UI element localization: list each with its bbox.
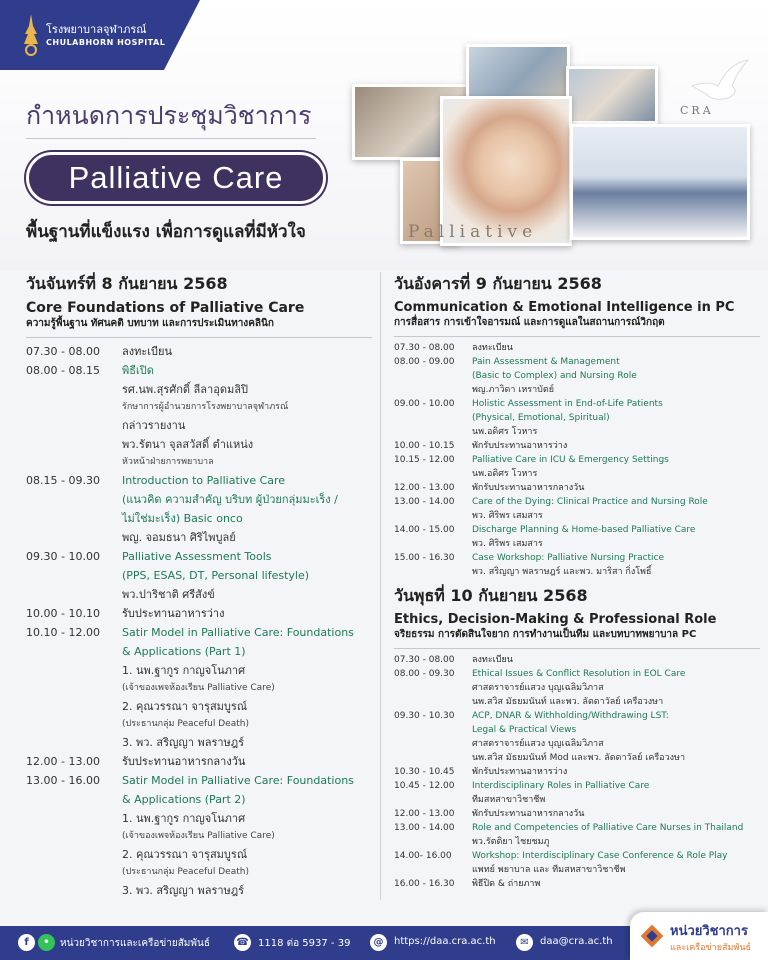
schedule-time: 15.00 - 16.30 xyxy=(394,553,455,563)
schedule-line: พักรับประทานอาหารว่าง xyxy=(472,441,568,451)
schedule-content xyxy=(122,604,224,623)
schedule-line: พญ. จอมธนา ศิริไพบูลย์ xyxy=(122,531,236,544)
schedule-line: ลงทะเบียน xyxy=(122,345,172,358)
schedule-content xyxy=(472,709,685,765)
schedule-time: 13.00 - 14.00 xyxy=(394,497,455,507)
schedule-line: พักรับประทานอาหารกลางวัน xyxy=(472,809,585,819)
schedule-time: 10.10 - 12.00 xyxy=(26,626,100,639)
column-divider xyxy=(380,272,381,900)
schedule-row xyxy=(394,779,760,807)
department-logo-icon xyxy=(640,924,664,948)
schedule-row xyxy=(394,709,760,765)
page-title: กำหนดการประชุมวิชาการ xyxy=(26,101,312,130)
logo-text-english: CHULABHORN HOSPITAL xyxy=(46,38,166,47)
schedule-row xyxy=(394,849,760,877)
page-subtitle: พื้นฐานที่แข็งแรง เพื่อการดูแลที่มีหัวใจ xyxy=(26,222,306,242)
schedule-row xyxy=(26,771,372,900)
line-chat-icon[interactable]: • xyxy=(38,934,55,951)
day2-column xyxy=(394,272,760,579)
schedule-line: (Basic to Complex) and Nursing Role xyxy=(472,371,637,381)
schedule-line: รักษาการผู้อำนวยการโรงพยาบาลจุฬาภรณ์ xyxy=(122,402,289,412)
schedule-line: ศาสตราจารย์แสวง บุญเฉลิมวิภาส xyxy=(472,683,604,693)
day2-heading: วันอังคารที่ 9 กันยายน 2568 xyxy=(394,274,602,293)
badge-subtitle: และเครือข่ายสัมพันธ์ xyxy=(670,943,751,953)
facebook-icon[interactable]: f xyxy=(18,934,35,951)
schedule-line: ACP, DNAR & Withholding/Withdrawing LST: xyxy=(472,711,669,721)
schedule-time: 10.00 - 10.15 xyxy=(394,441,455,451)
day3-heading: วันพุธที่ 10 กันยายน 2568 xyxy=(394,586,588,605)
schedule-content xyxy=(472,877,540,891)
schedule-time: 14.00 - 15.00 xyxy=(394,525,455,535)
email-icon: ✉ xyxy=(516,934,533,951)
schedule-line: ไม่ใช่มะเร็ง) Basic onco xyxy=(122,512,243,525)
schedule-line: แพทย์ พยาบาล และ ทีมสหสาขาวิชาชีพ xyxy=(472,865,626,875)
schedule-line: Palliative Assessment Tools xyxy=(122,550,272,563)
day1-heading: วันจันทร์ที่ 8 กันยายน 2568 xyxy=(26,274,228,293)
schedule-line: หัวหน้าฝ่ายการพยาบาล xyxy=(122,457,214,467)
schedule-time: 14.00- 16.00 xyxy=(394,851,452,861)
day3-separator xyxy=(394,648,760,649)
schedule-line: (Physical, Emotional, Spiritual) xyxy=(472,413,610,423)
schedule-line: 2. คุณวรรณา จารุสมบูรณ์ xyxy=(122,848,248,861)
schedule-line: Discharge Planning & Home-based Palliative Care xyxy=(472,525,696,535)
day2-theme: Communication & Emotional Intelligence in PC xyxy=(394,300,735,315)
schedule-content xyxy=(122,771,354,900)
day2-theme-thai: การสื่อสาร การเข้าใจอารมณ์ และการดูแลในสถานการณ์วิกฤต xyxy=(394,317,665,328)
schedule-row xyxy=(394,551,760,579)
schedule-time: 13.00 - 14.00 xyxy=(394,823,455,833)
schedule-row xyxy=(394,877,760,891)
schedule-row xyxy=(394,481,760,495)
schedule-content xyxy=(122,752,245,771)
schedule-content xyxy=(472,551,664,579)
day1-theme-thai: ความรู้พื้นฐาน ทัศนคติ บทบาท และการประเมินทางคลินิก xyxy=(26,318,274,329)
schedule-line: พว.รัตนา จุลสวัสดิ์ ตำแหน่ง xyxy=(122,438,254,451)
photo-group-event xyxy=(570,124,750,240)
dove-icon xyxy=(688,56,752,108)
schedule-line: รับประทานอาหารกลางวัน xyxy=(122,755,246,768)
schedule-content xyxy=(472,849,728,877)
schedule-time: 07.30 - 08.00 xyxy=(394,655,455,665)
schedule-line: & Applications (Part 2) xyxy=(122,793,246,806)
schedule-content xyxy=(122,361,288,471)
schedule-content xyxy=(472,481,584,495)
schedule-line: Holistic Assessment in End-of-Life Patients xyxy=(472,399,663,409)
schedule-content xyxy=(472,779,649,807)
schedule-row xyxy=(394,807,760,821)
schedule-line: พญ.ภาวิดา เหราบัตย์ xyxy=(472,385,554,395)
schedule-time: 10.45 - 12.00 xyxy=(394,781,455,791)
schedule-time: 08.00 - 09.30 xyxy=(394,669,455,679)
schedule-time: 10.30 - 10.45 xyxy=(394,767,455,777)
schedule-line: (ประธานกลุ่ม Peaceful Death) xyxy=(122,867,249,877)
schedule-row xyxy=(394,765,760,779)
schedule-line: นพ.อดิศร โวหาร xyxy=(472,427,538,437)
logo-text-thai: โรงพยาบาลจุฬาภรณ์ xyxy=(46,23,147,36)
schedule-row xyxy=(26,342,372,361)
schedule-content xyxy=(472,495,708,523)
schedule-row xyxy=(394,341,760,355)
schedule-content xyxy=(122,623,354,752)
schedule-line: 2. คุณวรรณา จารุสมบูรณ์ xyxy=(122,700,248,713)
day3-schedule xyxy=(394,653,760,891)
schedule-time: 08.15 - 09.30 xyxy=(26,474,100,487)
day1-column xyxy=(26,272,372,900)
schedule-row xyxy=(394,397,760,439)
footer-org: หน่วยวิชาการและเครือข่ายสัมพันธ์ xyxy=(60,938,210,949)
footer-email[interactable]: daa@cra.ac.th xyxy=(540,936,613,947)
schedule-content xyxy=(122,342,172,361)
schedule-line: พว. ศิริพร เสมสาร xyxy=(472,539,543,549)
day1-separator xyxy=(26,337,372,338)
schedule-content xyxy=(472,397,663,439)
schedule-line: Satir Model in Palliative Care: Foundations xyxy=(122,626,354,639)
schedule-line: (ประธานกลุ่ม Peaceful Death) xyxy=(122,719,249,729)
schedule-line: & Applications (Part 1) xyxy=(122,645,246,658)
schedule-line: พว. ศิริพร เสมสาร xyxy=(472,511,543,521)
schedule-row xyxy=(394,523,760,551)
schedule-content xyxy=(472,765,567,779)
schedule-line: (PPS, ESAS, DT, Personal lifestyle) xyxy=(122,569,310,582)
schedule-line: รับประทานอาหารว่าง xyxy=(122,607,225,620)
schedule-time: 12.00 - 13.00 xyxy=(394,483,455,493)
schedule-row xyxy=(26,604,372,623)
schedule-row xyxy=(26,547,372,604)
schedule-line: Pain Assessment & Management xyxy=(472,357,620,367)
schedule-time: 08.00 - 08.15 xyxy=(26,364,100,377)
schedule-row xyxy=(26,361,372,471)
schedule-line: (เจ้าของเพจห้องเรียน Palliative Care) xyxy=(122,831,275,841)
schedule-content xyxy=(472,667,685,709)
schedule-line: Care of the Dying: Clinical Practice and Nursing Role xyxy=(472,497,708,507)
department-badge xyxy=(630,912,768,960)
schedule-line: Introduction to Palliative Care xyxy=(122,474,286,487)
schedule-line: ศาสตราจารย์แสวง บุญเฉลิมวิภาส xyxy=(472,739,604,749)
schedule-time: 09.30 - 10.00 xyxy=(26,550,100,563)
schedule-line: พว. สริญญา พลราษฎร์ และพว. มาริสา กิ่งโพธิ์ xyxy=(472,567,652,577)
schedule-time: 12.00 - 13.00 xyxy=(26,755,100,768)
schedule-line: (แนวคิด ความสำคัญ บริบท ผู้ป่วยกลุ่มมะเร็ง / xyxy=(122,493,338,506)
schedule-line: Interdisciplinary Roles in Palliative Care xyxy=(472,781,650,791)
schedule-row xyxy=(394,667,760,709)
schedule-line: นพ.สวิส มัธยมนันท์ Mod และพว. ลัดดาวัลย์ เครือวงษา xyxy=(472,753,686,763)
palliative-care-pill: Palliative Care xyxy=(26,152,326,204)
schedule-row xyxy=(394,653,760,667)
schedule-line: Role and Competencies of Palliative Care Nurses in Thailand xyxy=(472,823,744,833)
schedule-line: ทีมสหสาขาวิชาชีพ xyxy=(472,795,546,805)
schedule-row xyxy=(394,821,760,849)
schedule-content xyxy=(472,355,637,397)
schedule-line: (เจ้าของเพจห้องเรียน Palliative Care) xyxy=(122,683,275,693)
schedule-line: Case Workshop: Palliative Nursing Practice xyxy=(472,553,665,563)
schedule-content xyxy=(122,547,309,604)
schedule-line: Satir Model in Palliative Care: Foundations xyxy=(122,774,354,787)
badge-title: หน่วยวิชาการ xyxy=(670,924,748,939)
day3-column xyxy=(394,584,760,891)
schedule-line: 1. นพ.ฐากูร กาญจโนภาศ xyxy=(122,664,246,677)
schedule-time: 09.30 - 10.30 xyxy=(394,711,455,721)
schedule-time: 13.00 - 16.00 xyxy=(26,774,100,787)
schedule-line: พว.ปาริชาติ ศรีสังข์ xyxy=(122,588,215,601)
schedule-time: 08.00 - 09.00 xyxy=(394,357,455,367)
day2-schedule xyxy=(394,341,760,579)
day3-theme-thai: จริยธรรม การตัดสินใจยาก การทำงานเป็นทีม และบทบาทพยาบาล PC xyxy=(394,629,697,640)
schedule-line: พิธีเปิด xyxy=(122,364,154,377)
schedule-line: Workshop: Interdisciplinary Case Conference & Role Play xyxy=(472,851,728,861)
schedule-row xyxy=(394,495,760,523)
schedule-content xyxy=(472,807,584,821)
day2-separator xyxy=(394,336,760,337)
photo-overlay-word: Palliative xyxy=(408,222,538,242)
footer-phone: 1118 ต่อ 5937 - 39 xyxy=(258,938,351,949)
schedule-row xyxy=(394,355,760,397)
schedule-line: พว.รัตติยา ไชยชมภู xyxy=(472,837,550,847)
pagoda-logo-icon xyxy=(20,12,42,56)
schedule-content xyxy=(472,821,743,849)
day3-theme: Ethics, Decision-Making & Professional Role xyxy=(394,612,717,627)
schedule-row xyxy=(26,471,372,547)
schedule-time: 09.00 - 10.00 xyxy=(394,399,455,409)
schedule-line: กล่าวรายงาน xyxy=(122,419,186,432)
schedule-content xyxy=(472,341,513,355)
schedule-time: 07.30 - 08.00 xyxy=(394,343,455,353)
schedule-line: ลงทะเบียน xyxy=(472,343,513,353)
schedule-line: นพ.อดิศร โวหาร xyxy=(472,469,538,479)
schedule-time: 07.30 - 08.00 xyxy=(26,345,100,358)
title-underline xyxy=(26,138,316,139)
schedule-content xyxy=(472,523,695,551)
schedule-line: 3. พว. สริญญา พลราษฎร์ xyxy=(122,884,245,897)
phone-icon: ☎ xyxy=(234,934,251,951)
schedule-line: นพ.สวิส มัธยมนันท์ และพว. ลัดดาวัลย์ เครือวงษา xyxy=(472,697,664,707)
schedule-row xyxy=(26,752,372,771)
schedule-time: 16.00 - 16.30 xyxy=(394,879,455,889)
schedule-content xyxy=(472,439,567,453)
schedule-line: Palliative Care in ICU & Emergency Settings xyxy=(472,455,669,465)
schedule-row xyxy=(394,439,760,453)
photo-walking-support xyxy=(566,66,658,124)
schedule-content xyxy=(122,471,338,547)
schedule-content xyxy=(472,453,669,481)
schedule-time: 10.00 - 10.10 xyxy=(26,607,100,620)
schedule-line: พิธีปิด & ถ่ายภาพ xyxy=(472,879,541,889)
day1-schedule xyxy=(26,342,372,900)
schedule-line: รศ.นพ.สุรศักดิ์ ลีลาอุดมลิปิ xyxy=(122,383,248,396)
schedule-line: Ethical Issues & Conflict Resolution in EOL Care xyxy=(472,669,686,679)
footer-website[interactable]: https://daa.cra.ac.th xyxy=(394,936,496,947)
schedule-row xyxy=(26,623,372,752)
schedule-line: ลงทะเบียน xyxy=(472,655,513,665)
schedule-line: พักรับประทานอาหารกลางวัน xyxy=(472,483,585,493)
cra-watermark: CRA xyxy=(680,104,714,117)
schedule-time: 10.15 - 12.00 xyxy=(394,455,455,465)
web-icon: @ xyxy=(370,934,387,951)
schedule-content xyxy=(472,653,513,667)
schedule-row xyxy=(394,453,760,481)
day1-theme: Core Foundations of Palliative Care xyxy=(26,300,305,316)
schedule-line: 1. นพ.ฐากูร กาญจโนภาศ xyxy=(122,812,246,825)
schedule-line: Legal & Practical Views xyxy=(472,725,577,735)
schedule-line: พักรับประทานอาหารว่าง xyxy=(472,767,568,777)
schedule-time: 12.00 - 13.00 xyxy=(394,809,455,819)
schedule-line: 3. พว. สริญญา พลราษฎร์ xyxy=(122,736,245,749)
